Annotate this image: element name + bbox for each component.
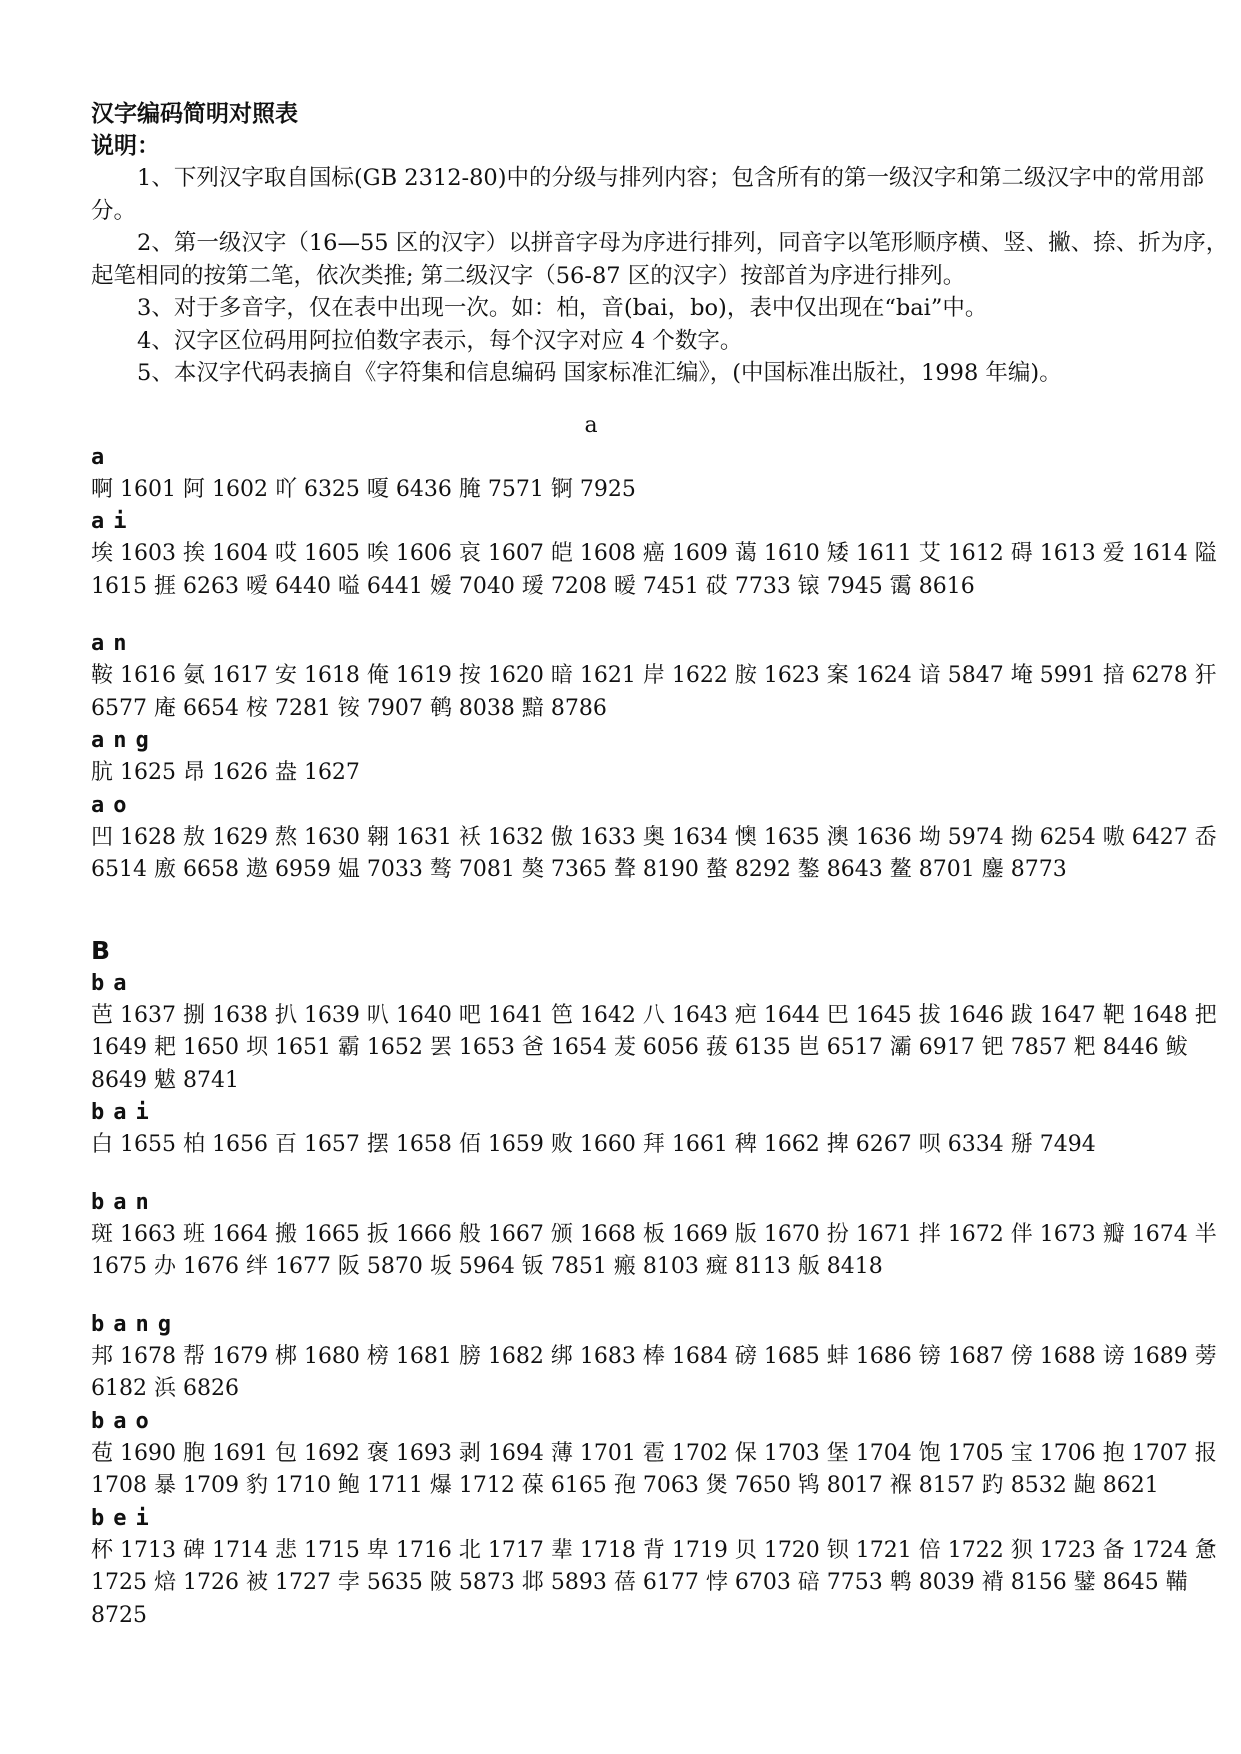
syllable-heading: bai xyxy=(91,1100,158,1125)
letter-group-heading: a xyxy=(584,412,598,438)
character-code-list: 凹 1628 敖 1629 熬 1630 翱 1631 袄 1632 傲 1633 奥 1634 懊 1635 澳 1636 坳 5974 拗 6254 嗷 6427 岙 6514 廒 6658 遨 6959 媪 7033 骜 7081 獒 7365 聱 8190 螯 8292 鏊 8643 鳌 8701 鏖 8773 xyxy=(91,824,1217,882)
document-title: 汉字编码简明对照表 xyxy=(91,101,298,127)
code-table xyxy=(91,410,1231,1633)
syllable-heading: bao xyxy=(91,1408,158,1434)
letter-group-heading: B xyxy=(91,935,111,965)
character-code-list: 邦 1678 帮 1679 梆 1680 榜 1681 膀 1682 绑 1683 棒 1684 磅 1685 蚌 1686 镑 1687 傍 1688 谤 1689 蒡 6182 浜 6826 xyxy=(91,1343,1217,1401)
syllable-heading: bei xyxy=(91,1505,158,1531)
section-spacer xyxy=(91,887,1231,912)
section-spacer xyxy=(91,1162,1231,1187)
note-item: 1、下列汉字取自国标(GB 2312-80)中的分级与排列内容；包含所有的第一级汉字和第二级汉字中的常用部分。 xyxy=(91,165,1205,224)
syllable-heading: ban xyxy=(91,1189,158,1215)
syllable-heading: ao xyxy=(91,792,136,818)
note-item: 4、汉字区位码用阿拉伯数字表示，每个汉字对应 4 个数字。 xyxy=(137,327,743,354)
syllable-heading: ang xyxy=(91,728,158,753)
character-code-list: 啊 1601 阿 1602 吖 6325 嗄 6436 腌 7571 锕 7925 xyxy=(91,476,636,502)
character-code-list: 埃 1603 挨 1604 哎 1605 唉 1606 哀 1607 皑 1608 癌 1609 蔼 1610 矮 1611 艾 1612 碍 1613 爱 1614 隘 1615 捱 6263 嗳 6440 嗌 6441 嫒 7040 瑷 7208 暧 7451 砹 7733 锿 7945 霭 8616 xyxy=(91,541,1217,599)
notes-list xyxy=(91,162,1231,390)
section-spacer xyxy=(91,603,1231,628)
syllable-heading: bang xyxy=(91,1311,180,1337)
character-code-list: 白 1655 柏 1656 百 1657 摆 1658 佰 1659 败 1660 拜 1661 稗 1662 捭 6267 呗 6334 掰 7494 xyxy=(91,1132,1096,1157)
syllable-heading: ba xyxy=(91,970,136,996)
syllable-heading: an xyxy=(91,631,136,656)
note-item: 2、第一级汉字（16—55 区的汉字）以拼音字母为序进行排列，同音字以笔形顺序横、竖、撇、捺、折为序，起笔相同的按第二笔，依次类推; 第二级汉字（56-87 区的汉字）按部首为序进行排列。 xyxy=(91,230,1229,289)
syllable-heading: ai xyxy=(91,509,136,534)
note-item: 3、对于多音字，仅在表中出现一次。如：柏，音(bai，bo)，表中仅出现在“bai”中。 xyxy=(137,295,988,321)
section-spacer xyxy=(91,1284,1231,1309)
syllable-heading: a xyxy=(91,444,114,470)
character-code-list: 鞍 1616 氨 1617 安 1618 俺 1619 按 1620 暗 1621 岸 1622 胺 1623 案 1624 谙 5847 埯 5991 揞 6278 犴 6577 庵 6654 桉 7281 铵 7907 鹌 8038 黯 8786 xyxy=(91,663,1217,721)
character-code-list: 肮 1625 昂 1626 盎 1627 xyxy=(91,760,360,785)
notes-label: 说明： xyxy=(91,133,160,159)
character-code-list: 芭 1637 捌 1638 扒 1639 叭 1640 吧 1641 笆 1642 八 1643 疤 1644 巴 1645 拔 1646 跋 1647 靶 1648 把 1649 耙 1650 坝 1651 霸 1652 罢 1653 爸 1654 茇 6056 菝 6135 岜 6517 灞 6917 钯 7857 粑 8446 鲅 8649 魃 8741 xyxy=(91,1002,1217,1093)
note-item: 5、本汉字代码表摘自《字符集和信息编码 国家标准汇编》，(中国标准出版社，1998 年编)。 xyxy=(137,360,1062,386)
character-code-list: 斑 1663 班 1664 搬 1665 扳 1666 般 1667 颁 1668 板 1669 版 1670 扮 1671 拌 1672 伴 1673 瓣 1674 半 1675 办 1676 绊 1677 阪 5870 坂 5964 钣 7851 瘢 8103 癍 8113 舨 8418 xyxy=(91,1221,1217,1279)
document-page xyxy=(91,98,1231,1632)
character-code-list: 苞 1690 胞 1691 包 1692 褒 1693 剥 1694 薄 1701 雹 1702 保 1703 堡 1704 饱 1705 宝 1706 抱 1707 报 1708 暴 1709 豹 1710 鲍 1711 爆 1712 葆 6165 孢 7063 煲 7650 鸨 8017 褓 8157 趵 8532 龅 8621 xyxy=(91,1440,1217,1498)
character-code-list: 杯 1713 碑 1714 悲 1715 卑 1716 北 1717 辈 1718 背 1719 贝 1720 钡 1721 倍 1722 狈 1723 备 1724 惫 1725 焙 1726 被 1727 孛 5635 陂 5873 邶 5893 蓓 6177 悖 6703 碚 7753 鹎 8039 褙 8156 鐾 8645 鞴 8725 xyxy=(91,1537,1217,1628)
